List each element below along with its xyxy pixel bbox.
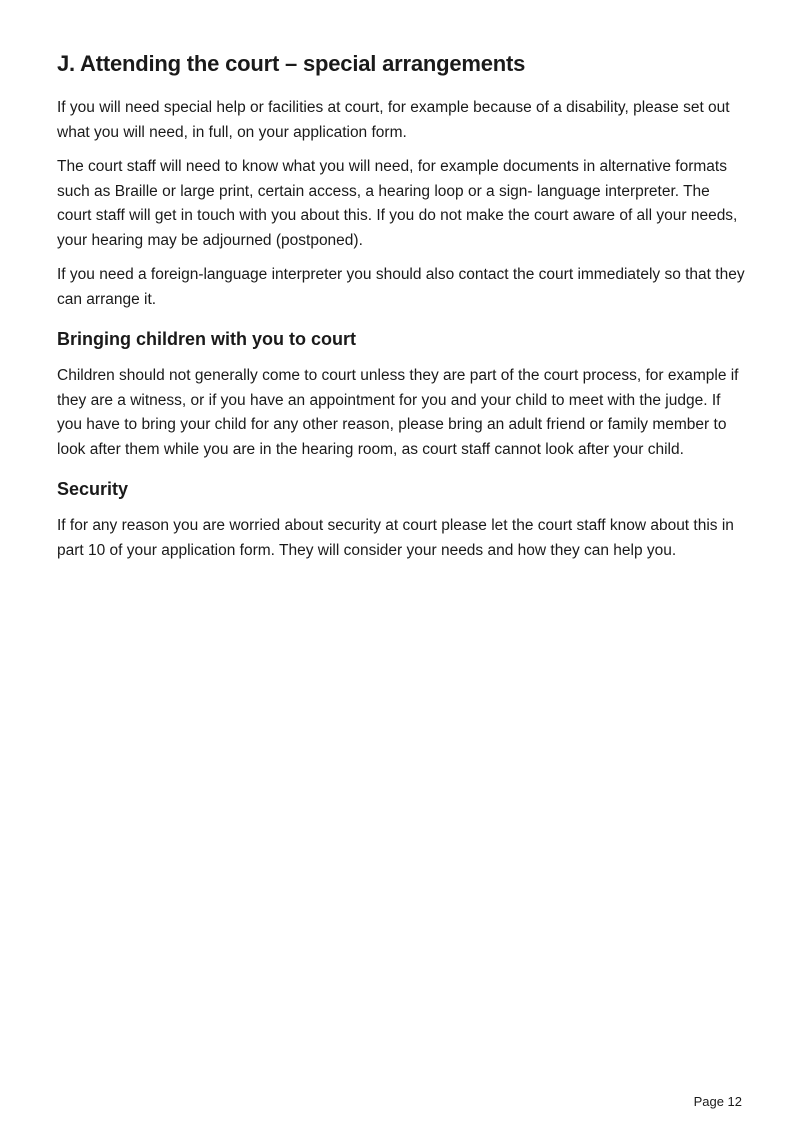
page-number: Page 12: [693, 1094, 742, 1109]
security-heading: Security: [57, 479, 129, 499]
section-title: J. Attending the court – special arrangements: [57, 51, 526, 76]
paragraph-court-staff-needs: The court staff will need to know what you will need, for example documents in alternative formats such as Braille or large print, certain access, a hearing loop or a sign- language interpreter. The court staff will get in touch with you about this. If you do not make the court aware of all your needs, your hearing may be adjourned (postponed).: [57, 158, 738, 249]
document-page: [57, 48, 747, 573]
paragraph-special-help: If you will need special help or facilities at court, for example because of a disability, please set out what you will need, in full, on your application form.: [57, 99, 730, 141]
paragraph-children: Children should not generally come to court unless they are part of the court process, for example if they are a witness, or if you have an appointment for you and your child to meet with the judge. If you have to bring your child for any other reason, please bring an adult friend or family member to look after them while you are in the hearing room, as court staff cannot look after your child.: [57, 367, 739, 458]
children-heading: Bringing children with you to court: [57, 329, 356, 349]
paragraph-interpreter: If you need a foreign-language interpreter you should also contact the court immediately so that they can arrange it.: [57, 266, 745, 308]
paragraph-security: If for any reason you are worried about security at court please let the court staff know about this in part 10 of your application form. They will consider your needs and how they can help you.: [57, 517, 734, 559]
